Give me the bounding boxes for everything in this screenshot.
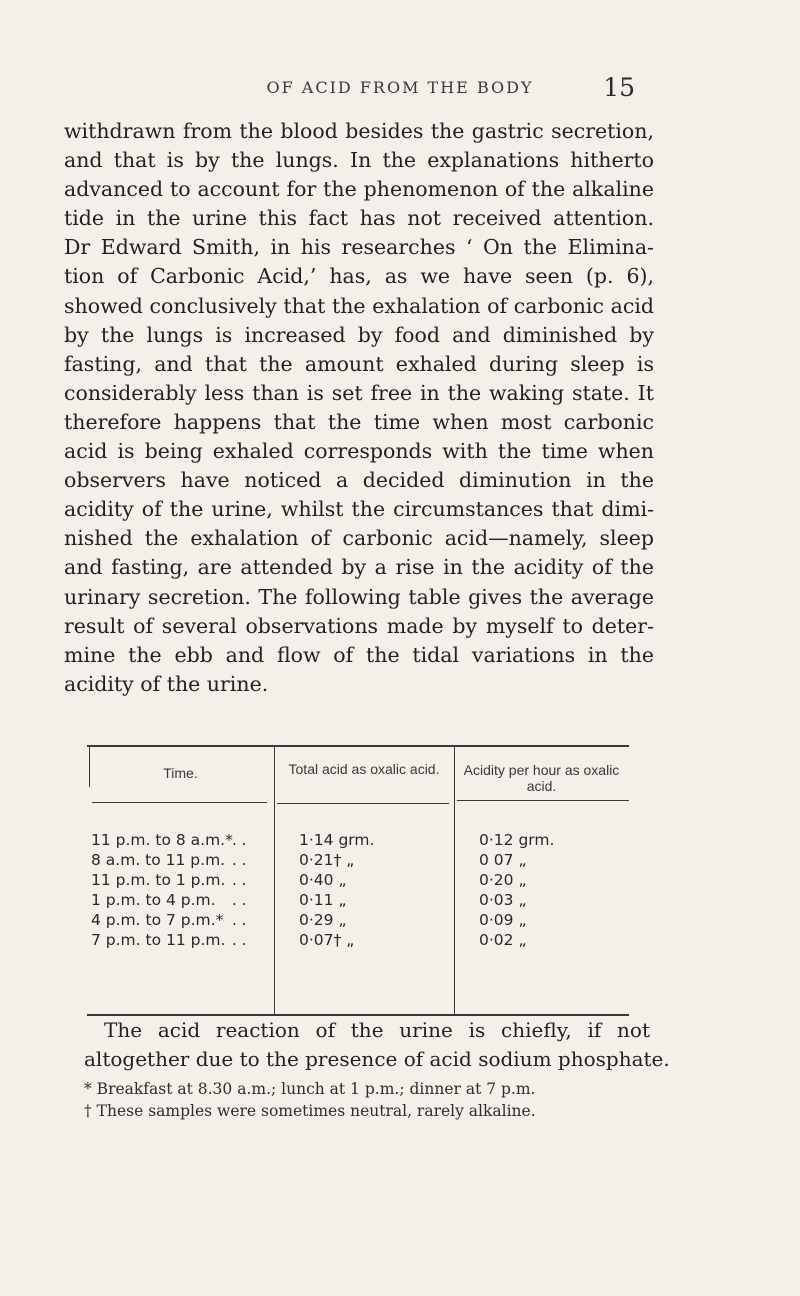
running-title: OF ACID FROM THE BODY (266, 78, 534, 97)
total-acid-cell: 0·07† „ (299, 931, 355, 949)
leader-dots-column (232, 830, 272, 950)
paragraph-line: withdrawn from the blood besides the gastric secretion, (64, 119, 654, 143)
header-underline (92, 802, 267, 803)
time-cell: 1 p.m. to 4 p.m. (91, 891, 216, 909)
paragraph-line: and fasting, are attended by a rise in the acidity of the (64, 555, 654, 580)
paragraph-line: mine the ebb and flow of the tidal variations in the (64, 642, 654, 667)
acidity-per-hour-cell: 0·20 „ (479, 871, 527, 889)
closing-line: altogether due to the presence of acid sodium phosphate. (84, 1047, 670, 1071)
table-column-rule (274, 745, 275, 1016)
paragraph-line: acid is being exhaled corresponds with the time when (64, 439, 654, 464)
total-acid-cell: 0·40 „ (299, 871, 347, 889)
leader-dots: . . (232, 851, 247, 869)
paragraph-line: acidity of the urine. (64, 671, 269, 696)
total-acid-cell: 1·14 grm. (299, 831, 375, 849)
footnotes (84, 1078, 644, 1122)
total-acid-cell: 0·21† „ (299, 851, 355, 869)
acidity-per-hour-cell: 0·03 „ (479, 891, 527, 909)
time-cell: 8 a.m. to 11 p.m. (91, 851, 226, 869)
footnote: * Breakfast at 8.30 a.m.; lunch at 1 p.m.; dinner at 7 p.m. (84, 1080, 536, 1098)
acidity-per-hour-column (479, 830, 627, 950)
leader-dots: . . (232, 911, 247, 929)
total-acid-column (299, 830, 449, 950)
paragraph-line: advanced to account for the phenomenon of the alkaline (64, 177, 654, 202)
time-cell: 4 p.m. to 7 p.m.* (91, 911, 224, 929)
paragraph-line: and that is by the lungs. In the explanations hitherto (64, 148, 654, 173)
acidity-table (87, 745, 629, 1018)
running-head (0, 73, 800, 112)
paragraph-line: tion of Carbonic Acid,’ has, as we have seen (p. 6), (64, 264, 654, 289)
paragraph-line: observers have noticed a decided diminution in the (64, 468, 654, 493)
closing-paragraph (84, 1016, 670, 1074)
page-number: 15 (603, 73, 635, 102)
leader-dots: . . (232, 931, 247, 949)
paragraph-line: urinary secretion. The following table gives the average (64, 584, 654, 609)
leader-dots: . . (232, 871, 247, 889)
paragraph-line: result of several observations made by myself to deter- (64, 613, 654, 638)
acidity-per-hour-cell: 0·12 grm. (479, 831, 555, 849)
body-paragraph (64, 117, 654, 699)
paragraph-line: Dr Edward Smith, in his researches ‘ On the Elimina- (64, 235, 654, 260)
paragraph-line: therefore happens that the time when most carbonic (64, 409, 654, 434)
total-acid-cell: 0·29 „ (299, 911, 347, 929)
closing-line: The acid reaction of the urine is chiefly, if not (104, 1018, 650, 1042)
paragraph-line: tide in the urine this fact has not received attention. (64, 206, 654, 231)
paragraph-line: acidity of the urine, whilst the circumstances that dimi- (64, 497, 654, 522)
leader-dots: . . (232, 831, 247, 849)
header-acidity-per-hour: Acidity per hour as oxalic acid. (463, 762, 620, 794)
paragraph-line: by the lungs is increased by food and diminished by (64, 322, 654, 347)
header-time: Time. (163, 765, 198, 781)
header-total-acid: Total acid as oxalic acid. (288, 761, 440, 777)
paragraph-line: fasting, and that the amount exhaled during sleep is (64, 351, 654, 376)
footnote: † These samples were sometimes neutral, rarely alkaline. (84, 1102, 536, 1120)
time-cell: 11 p.m. to 8 a.m.* (91, 831, 233, 849)
acidity-per-hour-cell: 0·09 „ (479, 911, 527, 929)
time-cell: 7 p.m. to 11 p.m. (91, 931, 226, 949)
header-underline (277, 803, 449, 804)
table-top-rule (87, 745, 629, 747)
leader-dots: . . (232, 891, 247, 909)
acidity-per-hour-cell: 0·02 „ (479, 931, 527, 949)
paragraph-line: nished the exhalation of carbonic acid—namely, sleep (64, 526, 654, 551)
paragraph-line: considerably less than is set free in the waking state. It (64, 380, 654, 405)
paragraph-line: showed conclusively that the exhalation of carbonic acid (64, 293, 654, 318)
acidity-per-hour-cell: 0 07 „ (479, 851, 527, 869)
total-acid-cell: 0·11 „ (299, 891, 347, 909)
header-underline (457, 800, 629, 801)
time-cell: 11 p.m. to 1 p.m. (91, 871, 226, 889)
